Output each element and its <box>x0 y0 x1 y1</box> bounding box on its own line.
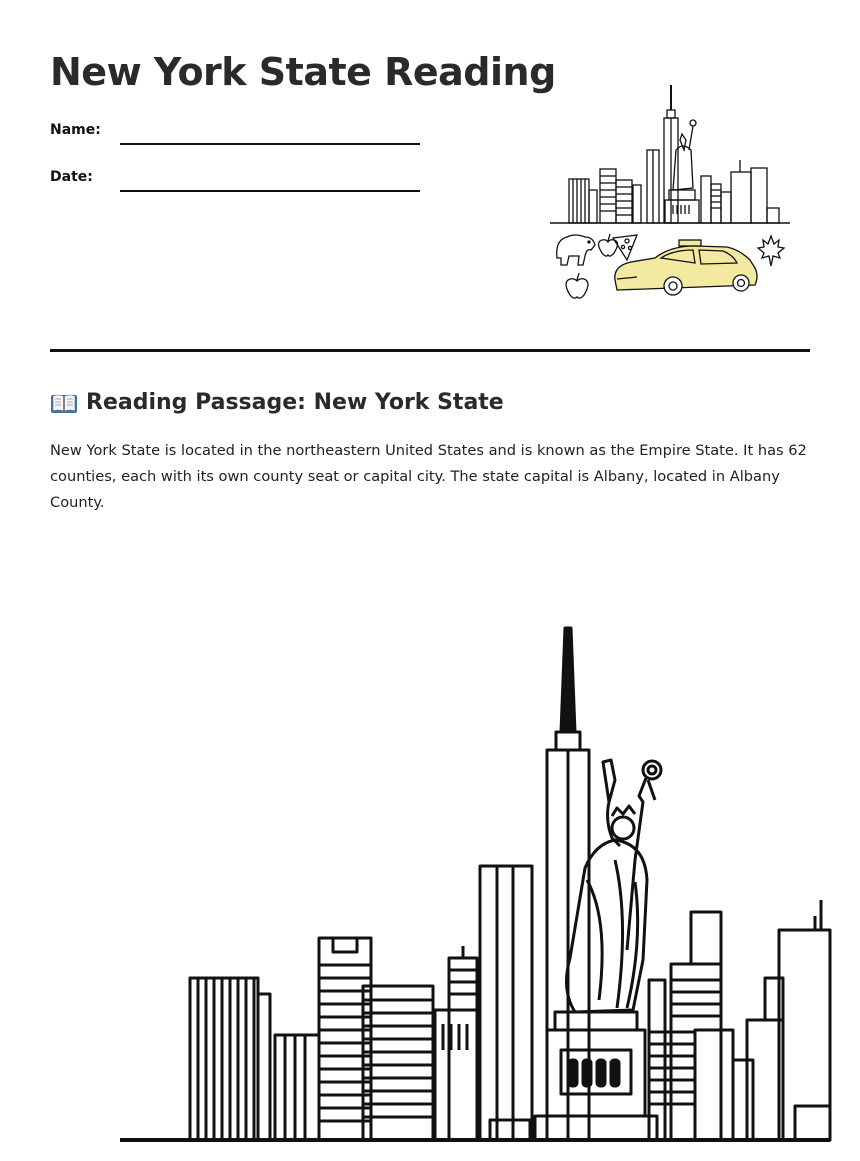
section-divider <box>50 349 810 352</box>
open-book-icon <box>50 391 78 415</box>
skyline-icon <box>120 866 830 1140</box>
skyline-right <box>649 900 830 1140</box>
worksheet-title: New York State Reading <box>50 50 556 94</box>
passage-body: New York State is located in the northeastern United States and is known as the Empire State. It has 62 counties, each with its own county seat or capital city. The state capital is Albany, located in Albany County. <box>50 442 807 511</box>
passage-heading <box>50 390 504 415</box>
taxi-icon <box>615 240 757 295</box>
passage-heading-text: Reading Passage: New York State <box>86 390 504 415</box>
bear-icon <box>557 235 595 265</box>
skyline-icon <box>550 150 790 223</box>
name-field[interactable] <box>120 143 420 145</box>
header-illustration <box>545 80 790 310</box>
statue-of-liberty-icon <box>490 760 661 1140</box>
main-illustration <box>115 620 835 1150</box>
skyline-right <box>701 160 779 223</box>
name-label: Name: <box>50 122 101 138</box>
statue-of-liberty-icon <box>665 120 699 223</box>
apple-icon <box>566 273 588 298</box>
date-field[interactable] <box>120 190 420 192</box>
maple-leaf-icon <box>758 236 784 266</box>
date-label: Date: <box>50 169 93 185</box>
